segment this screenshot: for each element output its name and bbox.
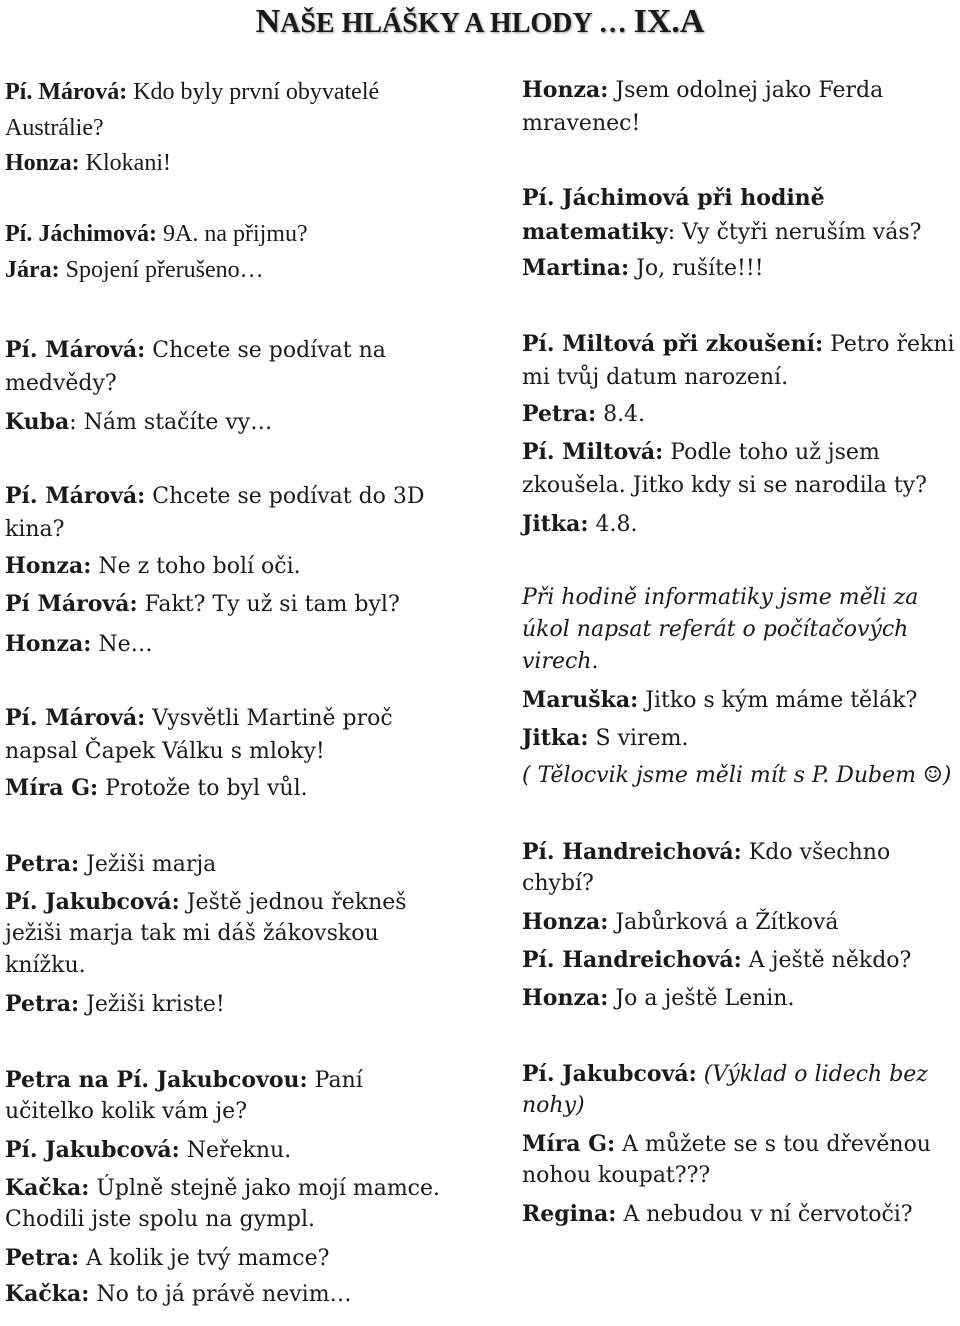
quote-text: ( Tělocvik jsme měli mít s P. Dubem ☺) <box>522 763 952 788</box>
quote-line <box>522 760 951 792</box>
quote-line <box>522 614 908 646</box>
quote-text: A nebudou v ní červotoči? <box>616 1202 913 1227</box>
quote-line <box>5 886 407 919</box>
speaker-name: Míra G: <box>522 1131 616 1157</box>
quote-text: Ne z toho bolí oči. <box>91 554 301 579</box>
quote-line <box>522 868 594 900</box>
quote-line <box>5 1204 315 1236</box>
speaker-name: Pí. Handreichová: <box>522 839 742 865</box>
speaker-name: Jitka: <box>522 725 589 751</box>
quote-line <box>5 736 325 768</box>
quote-text: mravenec! <box>522 111 641 136</box>
quote-text: chybí? <box>522 871 594 896</box>
speaker-name: Pí. Handreichová: <box>522 947 742 973</box>
speaker-name: Pí. Jakubcová: <box>522 1061 697 1087</box>
quote-line <box>522 646 598 678</box>
quote-line <box>5 950 86 982</box>
quote-text: Austrálie? <box>5 115 104 141</box>
quote-text: virech. <box>522 649 599 674</box>
speaker-name: Pí. Jáchimová: <box>5 221 157 247</box>
quote-line <box>522 944 911 977</box>
quote-line <box>5 988 225 1021</box>
quote-text: Protože to byl vůl. <box>98 776 308 801</box>
quote-line <box>5 112 104 144</box>
quote-text: A můžete se s tou dřevěnou <box>615 1132 931 1157</box>
speaker-name: Pí. Jakubcová: <box>5 1137 180 1163</box>
speaker-name: Petra: <box>522 401 597 427</box>
quote-line <box>5 218 308 250</box>
quote-line <box>5 918 379 950</box>
page-title <box>0 2 960 44</box>
quote-line <box>522 684 917 717</box>
quote-text: Ježiši kriste! <box>79 992 225 1017</box>
quote-line <box>522 722 688 755</box>
quote-line <box>5 702 393 735</box>
speaker-name: Pí. Márová: <box>5 705 146 731</box>
quote-line <box>522 1058 928 1091</box>
quote-text: Klokani! <box>79 150 171 176</box>
quote-line <box>522 582 918 614</box>
quote-line <box>522 108 640 140</box>
speaker-name: Míra G: <box>5 775 99 801</box>
quote-text: 9A. na přijmu? <box>156 221 308 247</box>
quote-line <box>5 588 400 621</box>
quote-line <box>5 514 64 546</box>
quote-line <box>5 76 379 108</box>
quote-line <box>5 1242 329 1275</box>
quote-text: ježiši marja tak mi dáš žákovskou <box>5 921 379 946</box>
quote-line <box>522 216 921 249</box>
quote-line <box>522 436 880 469</box>
speaker-name: Pí. Jakubcová: <box>5 889 180 915</box>
quote-text: Paní <box>307 1068 363 1093</box>
speaker-name: Pí. Márová: <box>5 337 146 363</box>
quote-text: Při hodině informatiky jsme měli za <box>522 585 919 610</box>
quote-line <box>522 398 645 431</box>
quote-text: Chcete se podívat na <box>145 338 386 363</box>
speaker-name: Honza: <box>5 553 92 579</box>
speaker-name: Petra na Pí. Jakubcovou: <box>5 1067 308 1093</box>
quote-text: Ne… <box>91 632 153 657</box>
quote-line <box>522 470 927 502</box>
speaker-name: Pí. Jáchimová při hodině <box>522 185 825 211</box>
speaker-name: Honza: <box>522 909 609 935</box>
quote-line <box>522 182 825 215</box>
quote-text: Jitko s kým máme tělák? <box>638 688 918 713</box>
quote-text: (Výklad o lidech bez <box>696 1062 928 1087</box>
quote-text: Petro řekni <box>823 332 955 357</box>
quote-line <box>5 1278 352 1311</box>
speaker-name: Kuba <box>5 409 70 435</box>
quote-text: Ježiši marja <box>79 852 217 877</box>
quote-line <box>5 1172 440 1205</box>
quote-line <box>522 252 764 285</box>
quote-text: Spojení přerušeno… <box>59 257 264 283</box>
quote-text: napsal Čapek Válku s mloky! <box>5 739 325 764</box>
quote-line <box>522 836 890 869</box>
quote-text: medvědy? <box>5 371 117 396</box>
speaker-name: Pí. Márová: <box>5 79 128 105</box>
quote-text: nohy) <box>522 1093 585 1118</box>
speaker-name: Martina: <box>522 255 630 281</box>
quote-line <box>522 328 955 361</box>
speaker-name: Maruška: <box>522 687 639 713</box>
quote-text: 4.8. <box>588 512 638 537</box>
quote-text: zkoušela. Jitko kdy si se narodila ty? <box>522 473 927 498</box>
speaker-name: Pí. Miltová při zkoušení: <box>522 331 824 357</box>
speaker-name: Kačka: <box>5 1175 90 1201</box>
quote-text: Chodili jste spolu na gympl. <box>5 1207 315 1232</box>
quote-line <box>5 1064 363 1097</box>
speaker-name: Petra: <box>5 851 80 877</box>
quote-text: Jsem odolnej jako Ferda <box>608 78 884 103</box>
quote-text: Fakt? Ty už si tam byl? <box>137 592 400 617</box>
quote-line <box>5 772 308 805</box>
quote-line <box>5 254 264 286</box>
quote-line <box>5 628 153 661</box>
quote-text: Jo a ještě Lenin. <box>608 986 795 1011</box>
quote-text: No to já právě nevim… <box>89 1282 352 1307</box>
quote-line <box>522 1198 913 1231</box>
quote-line <box>5 147 171 179</box>
quote-line <box>5 334 386 367</box>
quote-text: knížku. <box>5 953 86 978</box>
quote-line <box>5 368 117 400</box>
quote-text: S virem. <box>588 726 689 751</box>
speaker-name: Pí. Márová: <box>5 483 146 509</box>
quote-line <box>522 1160 710 1192</box>
title-class: IX.A <box>633 3 705 40</box>
speaker-name: Jára: <box>5 257 60 283</box>
quote-text: nohou koupat??? <box>522 1163 711 1188</box>
speaker-name: Honza: <box>522 985 609 1011</box>
quote-text: učitelko kolik vám je? <box>5 1099 247 1124</box>
speaker-name: matematiky <box>522 219 668 245</box>
speaker-name: Honza: <box>5 631 92 657</box>
quote-text: Jabůrková a Žítková <box>608 910 839 935</box>
quote-text: úkol napsat referát o počítačových <box>522 617 909 642</box>
quote-line <box>5 406 272 439</box>
speaker-name: Jitka: <box>522 511 589 537</box>
quote-line <box>5 1096 247 1128</box>
quote-text: Kdo všechno <box>741 840 891 865</box>
speaker-name: Pí Márová: <box>5 591 138 617</box>
quote-text: : Nám stačíte vy… <box>69 410 273 435</box>
speaker-name: Regina: <box>522 1201 617 1227</box>
quote-text: Jo, rušíte!!! <box>629 256 764 281</box>
quote-text: A ještě někdo? <box>741 948 912 973</box>
quote-line <box>5 848 216 881</box>
speaker-name: Petra: <box>5 1245 80 1271</box>
quote-text: : Vy čtyři neruším vás? <box>667 220 922 245</box>
quote-line <box>522 906 839 939</box>
speaker-name: Honza: <box>5 150 80 176</box>
quote-line <box>522 74 883 107</box>
quote-text: Ještě jednou řekneš <box>179 890 407 915</box>
quote-text: Úplně stejně jako mojí mamce. <box>89 1176 441 1201</box>
speaker-name: Pí. Miltová: <box>522 439 664 465</box>
quote-line <box>522 508 638 541</box>
quote-text: A kolik je tvý mamce? <box>79 1246 330 1271</box>
quote-text: Chcete se podívat do 3D <box>145 484 425 509</box>
quote-text: Kdo byly první obyvatelé <box>127 79 380 105</box>
quote-line <box>522 982 794 1015</box>
speaker-name: Kačka: <box>5 1281 90 1307</box>
quote-line <box>522 362 788 394</box>
quote-text: 8.4. <box>596 402 646 427</box>
quote-text: Vysvětli Martině proč <box>145 706 393 731</box>
quote-line <box>5 1134 291 1167</box>
speaker-name: Honza: <box>522 77 609 103</box>
quote-line <box>5 550 301 583</box>
quote-line <box>5 480 425 513</box>
title-initial: N <box>255 3 281 40</box>
quote-text: Podle toho už jsem <box>663 440 880 465</box>
quote-text: mi tvůj datum narození. <box>522 365 789 390</box>
quote-line <box>522 1128 931 1161</box>
title-text: AŠE HLÁŠKY A HLODY … <box>280 8 634 39</box>
speaker-name: Petra: <box>5 991 80 1017</box>
quote-text: Neřeknu. <box>179 1138 292 1163</box>
quote-line <box>522 1090 585 1122</box>
quote-text: kina? <box>5 517 65 542</box>
